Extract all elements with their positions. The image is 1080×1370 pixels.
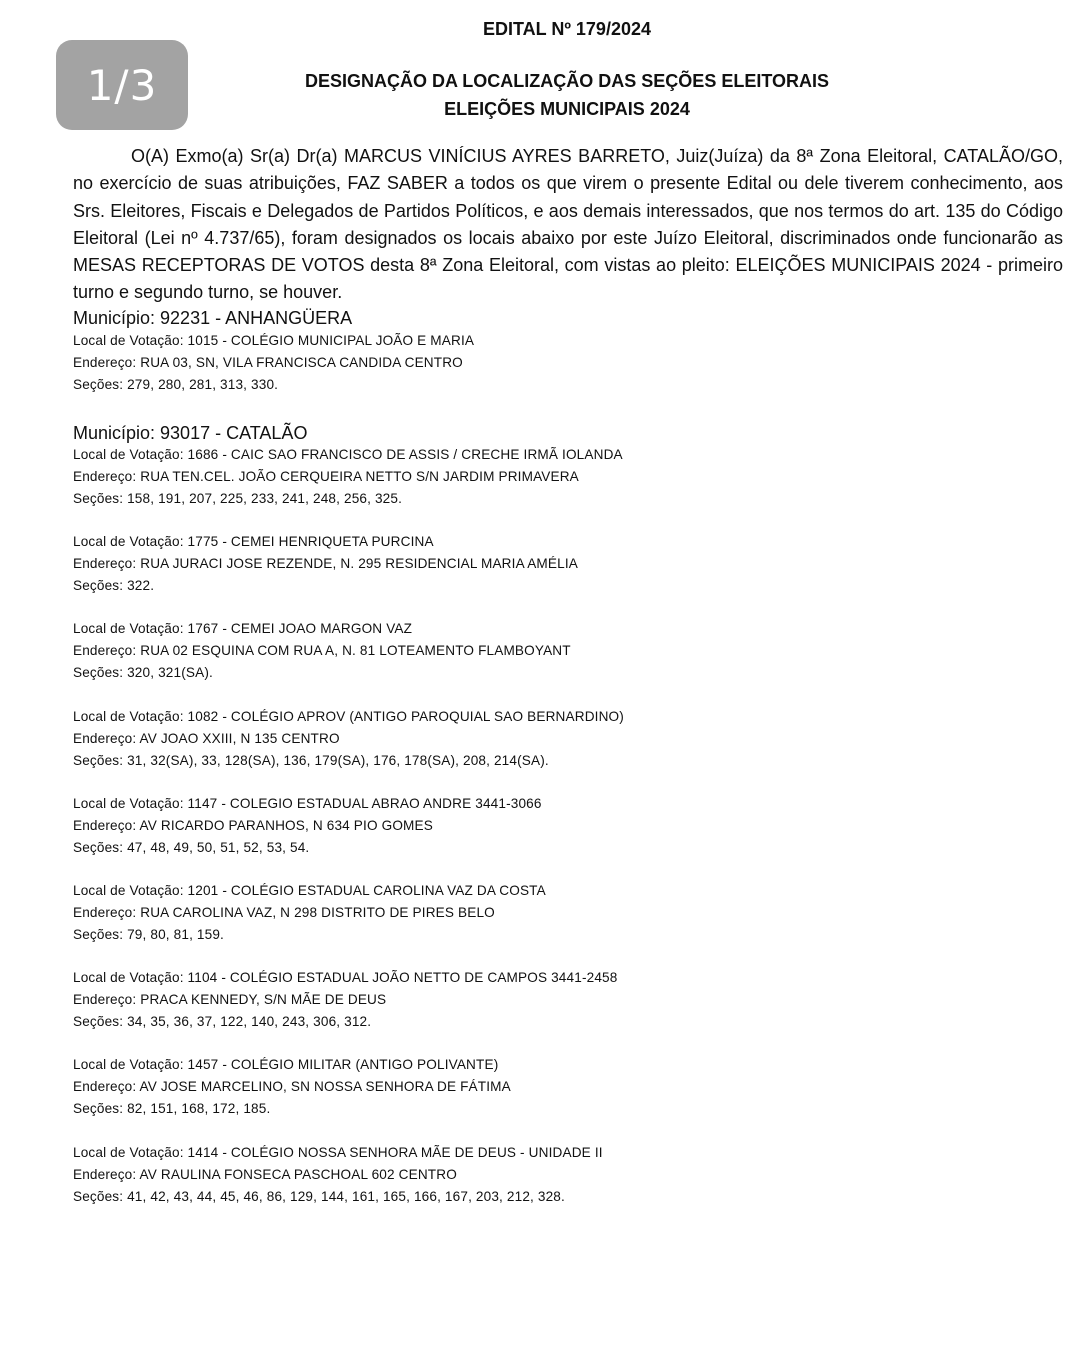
local-sections: Seções: 41, 42, 43, 44, 45, 46, 86, 129, 144, 161, 165, 166, 167, 203, 212, 328. xyxy=(73,1188,565,1204)
local-sections: Seções: 47, 48, 49, 50, 51, 52, 53, 54. xyxy=(73,839,310,855)
local-address: Endereço: RUA TEN.CEL. JOÃO CERQUEIRA NETTO S/N JARDIM PRIMAVERA xyxy=(73,468,579,484)
local-address: Endereço: RUA 03, SN, VILA FRANCISCA CANDIDA CENTRO xyxy=(73,354,463,370)
page-counter-badge: 1/3 xyxy=(56,40,188,130)
local-sections: Seções: 79, 80, 81, 159. xyxy=(73,926,224,942)
local-address: Endereço: AV JOAO XXIII, N 135 CENTRO xyxy=(73,730,340,746)
local-name: Local de Votação: 1457 - COLÉGIO MILITAR (ANTIGO POLIVANTE) xyxy=(73,1057,499,1072)
voting-location xyxy=(73,967,617,1032)
local-name: Local de Votação: 1775 - CEMEI HENRIQUETA PURCINA xyxy=(73,534,434,549)
voting-location xyxy=(73,444,623,509)
title-line-1: DESIGNAÇÃO DA LOCALIZAÇÃO DAS SEÇÕES ELEITORAIS xyxy=(304,71,830,91)
voting-location xyxy=(73,618,571,683)
intro-paragraph: O(A) Exmo(a) Sr(a) Dr(a) MARCUS VINÍCIUS AYRES BARRETO, Juiz(Juíza) da 8ª Zona Eleitoral, CATALÃO/GO, no exercício de suas atribuições, FAZ SABER a todos os que virem o presente Edital ou dele tiverem conhecimento, aos Srs. Eleitores, Fiscais e Delegados de Partidos Políticos, e aos demais interessados, que nos termos do art. 135 do Código Eleitoral (Lei nº 4.737/65), foram designados os locais abaixo por este Juízo Eleitoral, discriminados onde funcionarão as MESAS RECEPTORAS DE VOTOS desta 8ª Zona Eleitoral, com vistas ao pleito: ELEIÇÕES MUNICIPAIS 2024 - primeiro turno e segundo turno, se houver. xyxy=(73,146,1063,303)
local-sections: Seções: 320, 321(SA). xyxy=(73,664,213,680)
local-address: Endereço: AV RAULINA FONSECA PASCHOAL 602 CENTRO xyxy=(73,1166,457,1182)
voting-location xyxy=(73,706,624,771)
document-title xyxy=(0,67,1080,123)
local-name: Local de Votação: 1104 - COLÉGIO ESTADUAL JOÃO NETTO DE CAMPOS 3441-2458 xyxy=(73,970,618,985)
local-address: Endereço: PRACA KENNEDY, S/N MÃE DE DEUS xyxy=(73,991,387,1007)
local-address: Endereço: AV JOSE MARCELINO, SN NOSSA SENHORA DE FÁTIMA xyxy=(73,1078,511,1094)
voting-location xyxy=(73,1054,511,1119)
local-sections: Seções: 279, 280, 281, 313, 330. xyxy=(73,376,279,392)
local-name: Local de Votação: 1147 - COLEGIO ESTADUAL ABRAO ANDRE 3441-3066 xyxy=(73,796,542,811)
local-sections: Seções: 82, 151, 168, 172, 185. xyxy=(73,1100,271,1116)
local-name: Local de Votação: 1015 - COLÉGIO MUNICIPAL JOÃO E MARIA xyxy=(73,333,475,348)
local-name: Local de Votação: 1767 - CEMEI JOAO MARGON VAZ xyxy=(73,621,413,636)
local-address: Endereço: AV RICARDO PARANHOS, N 634 PIO GOMES xyxy=(73,817,433,833)
local-address: Endereço: RUA CAROLINA VAZ, N 298 DISTRITO DE PIRES BELO xyxy=(73,904,495,920)
local-name: Local de Votação: 1082 - COLÉGIO APROV (ANTIGO PAROQUIAL SAO BERNARDINO) xyxy=(73,709,624,724)
local-address: Endereço: RUA 02 ESQUINA COM RUA A, N. 81 LOTEAMENTO FLAMBOYANT xyxy=(73,642,571,658)
voting-location xyxy=(73,1142,603,1207)
title-line-2: ELEIÇÕES MUNICIPAIS 2024 xyxy=(444,99,690,119)
voting-location xyxy=(73,330,474,395)
local-sections: Seções: 158, 191, 207, 225, 233, 241, 248, 256, 325. xyxy=(73,490,403,506)
local-address: Endereço: RUA JURACI JOSE REZENDE, N. 295 RESIDENCIAL MARIA AMÉLIA xyxy=(73,555,578,571)
local-sections: Seções: 34, 35, 36, 37, 122, 140, 243, 306, 312. xyxy=(73,1013,372,1029)
voting-location xyxy=(73,880,546,945)
voting-location xyxy=(73,531,578,596)
municipio-heading: Município: 93017 - CATALÃO xyxy=(73,423,308,443)
local-name: Local de Votação: 1201 - COLÉGIO ESTADUAL CAROLINA VAZ DA COSTA xyxy=(73,883,546,898)
edital-number: EDITAL Nº 179/2024 xyxy=(483,19,651,39)
voting-location xyxy=(73,793,542,858)
municipio-heading: Município: 92231 - ANHANGÜERA xyxy=(73,308,353,328)
local-sections: Seções: 31, 32(SA), 33, 128(SA), 136, 179(SA), 176, 178(SA), 208, 214(SA). xyxy=(73,752,549,768)
local-sections: Seções: 322. xyxy=(73,577,155,593)
local-name: Local de Votação: 1414 - COLÉGIO NOSSA SENHORA MÃE DE DEUS - UNIDADE II xyxy=(73,1145,603,1160)
local-name: Local de Votação: 1686 - CAIC SAO FRANCISCO DE ASSIS / CRECHE IRMÃ IOLANDA xyxy=(73,447,623,462)
